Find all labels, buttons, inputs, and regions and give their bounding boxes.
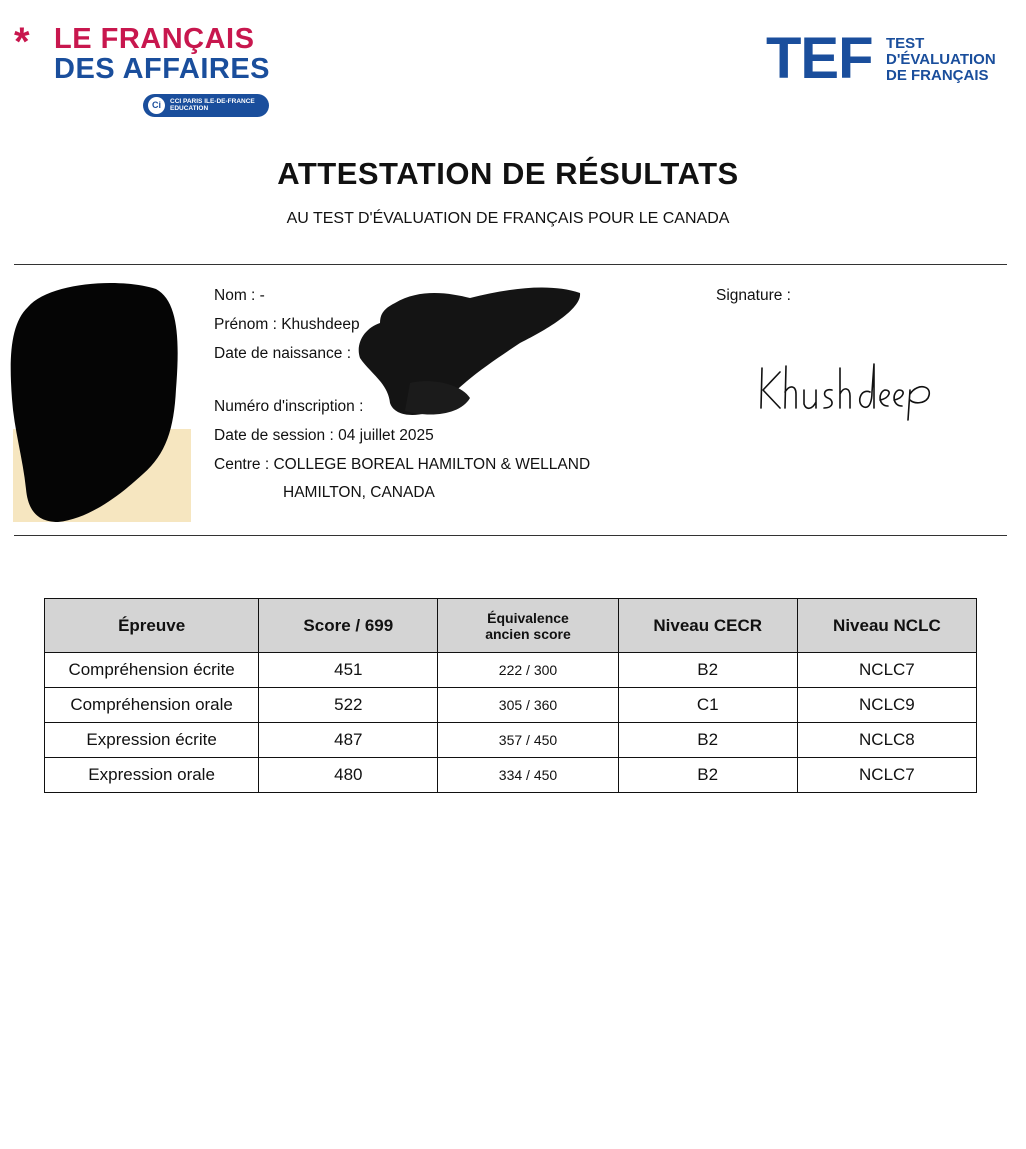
cell-equivalence: 305 / 360 <box>438 688 618 723</box>
header-epreuve: Épreuve <box>45 599 259 653</box>
session-date-value: 04 juillet 2025 <box>338 427 434 444</box>
tef-logo-line3: DE FRANÇAIS <box>886 67 989 84</box>
cell-epreuve: Compréhension orale <box>45 688 259 723</box>
cci-education-badge <box>143 94 269 117</box>
cell-nclc: NCLC8 <box>797 723 976 758</box>
candidate-first-name: Prénom : Khushdeep <box>214 316 360 333</box>
table-row <box>45 758 977 793</box>
test-centre-city: HAMILTON, CANADA <box>283 484 435 501</box>
cell-epreuve: Expression orale <box>45 758 259 793</box>
cell-equivalence: 222 / 300 <box>438 653 618 688</box>
le-francais-des-affaires-logo <box>14 22 284 122</box>
cci-badge-line1: CCI PARIS ILE-DE-FRANCE <box>170 98 255 105</box>
handwritten-signature <box>752 352 948 422</box>
header-equivalence <box>438 599 618 653</box>
document-title: ATTESTATION DE RÉSULTATS <box>277 156 739 191</box>
signature-label: Signature : <box>716 287 791 304</box>
header-cecr: Niveau CECR <box>618 599 797 653</box>
tef-logo <box>766 26 1016 91</box>
cell-score: 522 <box>259 688 438 723</box>
cell-nclc: NCLC7 <box>797 653 976 688</box>
lfa-logo-line1: LE FRANÇAIS <box>54 23 255 55</box>
divider-bottom <box>14 535 1007 536</box>
table-row <box>45 688 977 723</box>
document-subtitle: AU TEST D'ÉVALUATION DE FRANÇAIS POUR LE CANADA <box>286 210 730 227</box>
candidate-last-name: Nom : - <box>214 287 265 304</box>
header-score: Score / 699 <box>259 599 438 653</box>
table-row <box>45 723 977 758</box>
candidate-birth-date: Date de naissance : <box>214 345 352 362</box>
asterisk-icon: * <box>14 20 30 64</box>
header-nclc: Niveau NCLC <box>797 599 976 653</box>
candidate-registration-number: Numéro d'inscription : <box>214 398 364 415</box>
cell-cecr: B2 <box>618 758 797 793</box>
cell-cecr: C1 <box>618 688 797 723</box>
divider-top <box>14 264 1007 265</box>
test-centre-label: Centre : <box>214 456 270 473</box>
cell-epreuve: Expression écrite <box>45 723 259 758</box>
header-equivalence-line1: Équivalence <box>487 609 569 626</box>
session-date <box>214 427 434 445</box>
cell-cecr: B2 <box>618 653 797 688</box>
cci-badge-line2: EDUCATION <box>170 105 209 112</box>
cell-epreuve: Compréhension écrite <box>45 653 259 688</box>
cell-equivalence: 357 / 450 <box>438 723 618 758</box>
redaction-scribble <box>350 283 590 423</box>
table-row <box>45 653 977 688</box>
header-equivalence-line2: ancien score <box>485 625 571 642</box>
cell-score: 487 <box>259 723 438 758</box>
test-centre <box>214 456 590 474</box>
cell-equivalence: 334 / 450 <box>438 758 618 793</box>
cell-score: 480 <box>259 758 438 793</box>
tef-logo-line1: TEST <box>886 35 925 52</box>
lfa-logo-line2: DES AFFAIRES <box>54 53 271 85</box>
cell-nclc: NCLC9 <box>797 688 976 723</box>
cell-cecr: B2 <box>618 723 797 758</box>
cell-score: 451 <box>259 653 438 688</box>
tef-logo-line2: D'ÉVALUATION <box>886 51 996 68</box>
results-table <box>44 598 977 793</box>
table-header-row <box>45 599 977 653</box>
cell-nclc: NCLC7 <box>797 758 976 793</box>
candidate-photo-redacted <box>8 279 191 522</box>
tef-logo-mark: TEF <box>766 26 873 91</box>
test-centre-name: COLLEGE BOREAL HAMILTON & WELLAND <box>273 456 591 473</box>
session-date-label: Date de session : <box>214 427 334 444</box>
cci-icon: Ci <box>148 97 165 114</box>
